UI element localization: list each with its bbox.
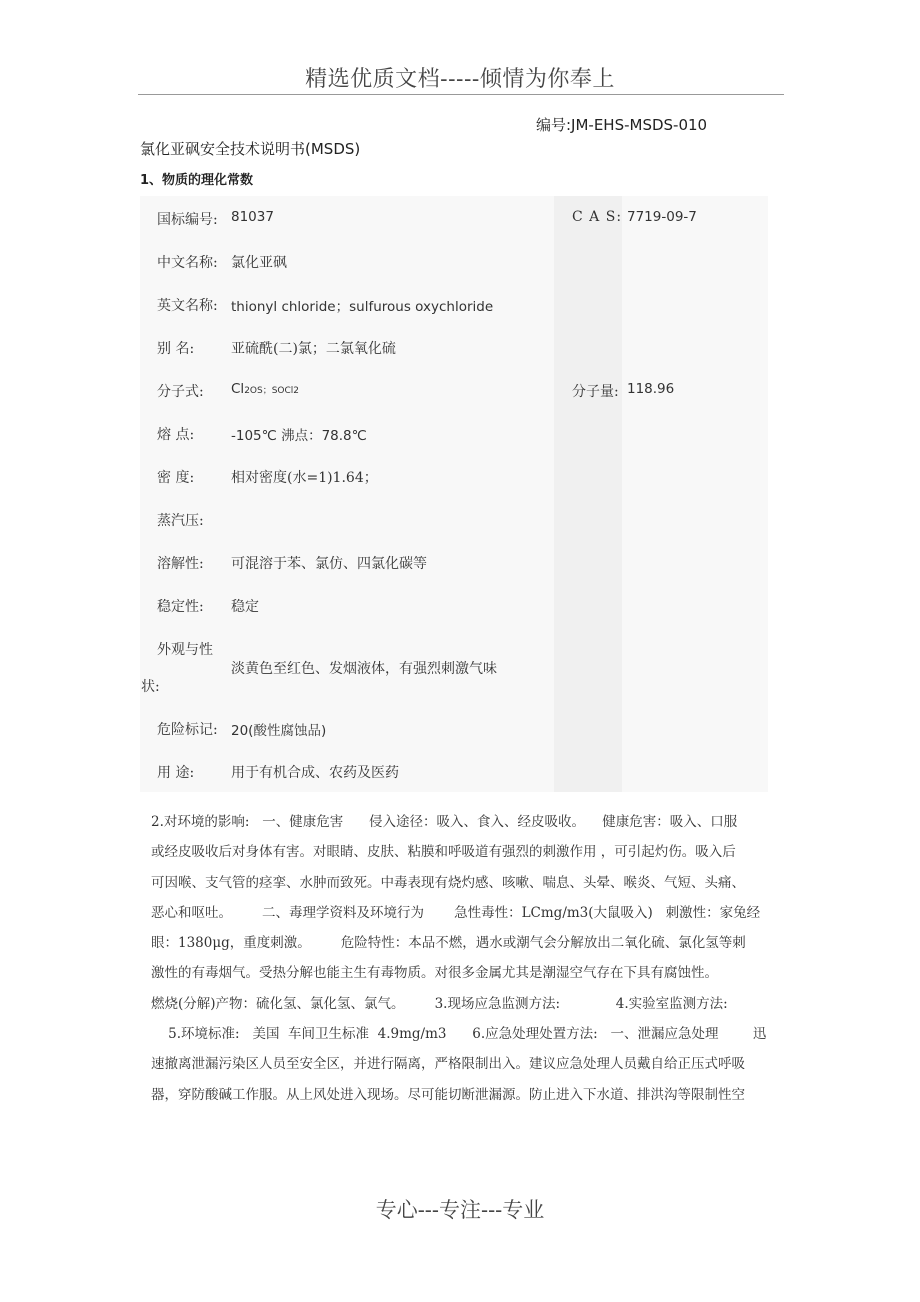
paragraph-line: 5.环境标准: 美国 车间卫生标准 4.9mg/m3 6.应急处理处置方法: 一、泄漏应急处理 迅 bbox=[151, 1026, 767, 1043]
paragraph-line: 眼：1380μg，重度刺激。 危险特性：本品不燃，遇水或潮气会分解放出二氧化硫、氯化氢等刺 bbox=[151, 935, 746, 952]
header-divider bbox=[138, 94, 784, 95]
paragraph-line: 燃烧(分解)产物：硫化氢、氯化氢、氯气。 3.现场应急监测方法: 4.实验室监测方法: bbox=[151, 995, 728, 1012]
environment-impact-paragraph bbox=[151, 807, 767, 1110]
row-label: 溶解性: bbox=[157, 556, 204, 572]
cas-value: 7719-09-7 bbox=[627, 209, 697, 225]
molecular-weight-label: 分子量: bbox=[572, 384, 619, 400]
row-label: 危险标记: bbox=[157, 722, 218, 738]
page-footer: 专心---专注---专业 bbox=[375, 1198, 545, 1222]
molecular-weight-value: 118.96 bbox=[627, 381, 675, 397]
row-value: 氯化亚砜 bbox=[231, 255, 287, 271]
row-label: 中文名称: bbox=[157, 255, 218, 271]
section-heading: 1、物质的理化常数 bbox=[140, 173, 254, 188]
table-row bbox=[140, 639, 768, 699]
row-label: 分子式: bbox=[157, 384, 204, 400]
row-value: 淡黄色至红色、发烟液体，有强烈刺激气味 bbox=[231, 661, 497, 677]
row-value: 可混溶于苯、氯仿、四氯化碳等 bbox=[231, 556, 427, 572]
document-title: 氯化亚砜安全技术说明书(MSDS) bbox=[140, 140, 361, 158]
row-label: 熔 点: bbox=[157, 427, 195, 443]
row-label: 密 度: bbox=[157, 470, 195, 486]
row-value: 相对密度(水=1)1.64； bbox=[231, 470, 378, 486]
formula-main: Cl bbox=[231, 381, 245, 397]
paragraph-line: 或经皮吸收后对身体有害。对眼睛、皮肤、粘膜和呼吸道有强烈的刺激作用 ，可引起灼伤。吸入后 bbox=[151, 844, 736, 861]
paragraph-line: 速撤离泄漏污染区人员至安全区，并进行隔离，严格限制出入。建议应急处理人员戴自给正压式呼吸 bbox=[151, 1056, 745, 1073]
document-number: 编号:JM-EHS-MSDS-010 bbox=[536, 116, 708, 134]
cas-label: C A S: bbox=[572, 209, 623, 225]
row-value: 用于有机合成、农药及医药 bbox=[231, 765, 399, 781]
row-value: 81037 bbox=[231, 209, 274, 225]
row-label: 蒸汽压: bbox=[157, 513, 204, 529]
row-label-line1: 外观与性 bbox=[157, 642, 213, 658]
paragraph-line: 器，穿防酸碱工作服。从上风处进入现场。尽可能切断泄漏源。防止进入下水道、排洪沟等限制性空 bbox=[151, 1086, 745, 1103]
row-value: 20(酸性腐蚀品) bbox=[231, 723, 327, 739]
row-label-line2: 状: bbox=[141, 679, 160, 695]
table-column-stripe bbox=[554, 196, 622, 792]
formula-sub: 2OS；SOCl2 bbox=[244, 386, 300, 396]
row-label: 英文名称: bbox=[157, 298, 218, 314]
paragraph-line: 恶心和呕吐。 二、毒理学资料及环境行为 急性毒性：LCmg/m3(大鼠吸入) 刺激性：家兔经 bbox=[151, 904, 761, 921]
row-value: thionyl chloride；sulfurous oxychloride bbox=[231, 299, 494, 315]
row-value: 亚硫酰(二)氯；二氯氧化硫 bbox=[231, 341, 396, 357]
row-value bbox=[231, 381, 299, 397]
row-value: -105℃ 沸点：78.8℃ bbox=[231, 428, 367, 444]
row-label: 用 途: bbox=[157, 765, 195, 781]
paragraph-line: 可因喉、支气管的痉挛、水肿而致死。中毒表现有烧灼感、咳嗽、喘息、头晕、喉炎、气短、头痛、 bbox=[151, 874, 745, 891]
paragraph-line: 激性的有毒烟气。受热分解也能主生有毒物质。对很多金属尤其是潮湿空气存在下具有腐蚀性。 bbox=[151, 965, 718, 982]
row-label: 别 名: bbox=[157, 341, 195, 357]
row-label: 国标编号: bbox=[157, 212, 218, 228]
page-header: 精选优质文档-----倾情为你奉上 bbox=[305, 67, 615, 92]
row-label: 稳定性: bbox=[157, 599, 204, 615]
paragraph-line: 2.对环境的影响: 一、健康危害 侵入途径：吸入、食入、经皮吸收。 健康危害：吸入、口服 bbox=[151, 814, 738, 830]
properties-table bbox=[140, 196, 768, 792]
row-value: 稳定 bbox=[231, 599, 259, 615]
